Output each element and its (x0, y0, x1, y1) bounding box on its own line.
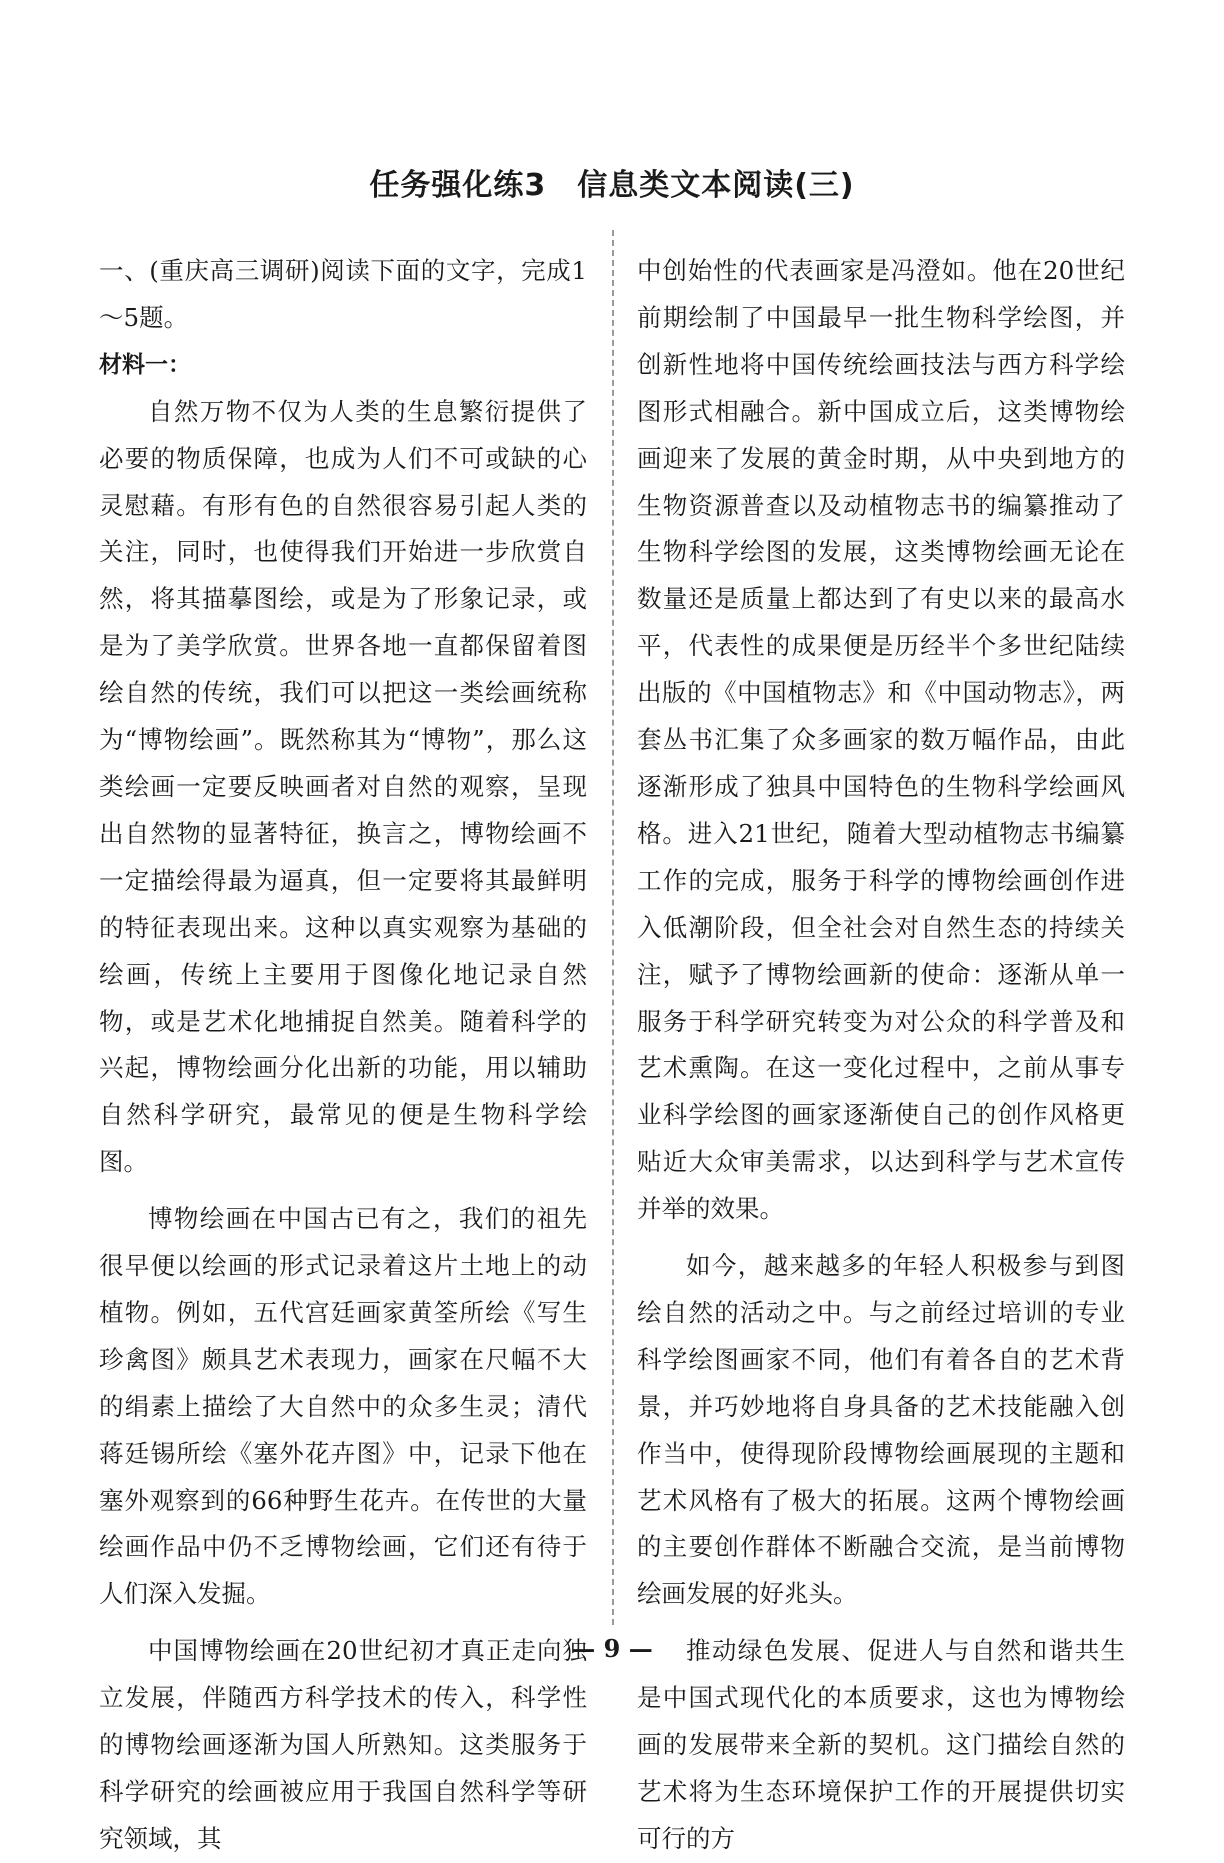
paragraph: 中国博物绘画在20世纪初才真正走向独立发展，伴随西方科学技术的传入，科学性的博物绘画逐渐为国人所熟知。这类服务于科学研究的绘画被应用于我国自然科学等研究领域，其 (99, 1636, 587, 1853)
paragraph: 如今，越来越多的年轻人积极参与到图绘自然的活动之中。与之前经过培训的专业科学绘图画家不同，他们有着各自的艺术背景，并巧妙地将自身具备的艺术技能融入创作当中，使得现阶段博物绘画展现的主题和艺术风格有了极大的拓展。这两个博物绘画的主要创作群体不断融合交流，是当前博物绘画发展的好兆头。 (637, 1251, 1125, 1609)
paragraph: 博物绘画在中国古已有之，我们的祖先很早便以绘画的形式记录着这片土地上的动植物。例如，五代宫廷画家黄筌所绘《写生珍禽图》颇具艺术表现力，画家在尺幅不大的绢素上描绘了大自然中的众多生灵；清代蒋廷锡所绘《塞外花卉图》中，记录下他在塞外观察到的66种野生花卉。在传世的大量绘画作品中仍不乏博物绘画，它们还有待于人们深入发掘。 (99, 1204, 587, 1609)
paragraph: 中创始性的代表画家是冯澄如。他在20世纪前期绘制了中国最早一批生物科学绘图，并创新性地将中国传统绘画技法与西方科学绘图形式相融合。新中国成立后，这类博物绘画迎来了发展的黄金时期，从中央到地方的生物资源普查以及动植物志书的编纂推动了生物科学绘图的发展，这类博物绘画无论在数量还是质量上都达到了有史以来的最高水平，代表性的成果便是历经半个多世纪陆续出版的《中国植物志》和《中国动物志》，两套丛书汇集了众多画家的数万幅作品，由此逐渐形成了独具中国特色的生物科学绘画风格。进入21世纪，随着大型动植物志书编纂工作的完成，服务于科学的博物绘画创作进入低潮阶段，但全社会对自然生态的持续关注，赋予了博物绘画新的使命：逐渐从单一服务于科学研究转变为对公众的科学普及和艺术熏陶。在这一变化过程中，之前从事专业科学绘图的画家逐渐使自己的创作风格更贴近大众审美需求，以达到科学与艺术宣传并举的效果。 (637, 256, 1125, 1224)
paragraph: 推动绿色发展、促进人与自然和谐共生是中国式现代化的本质要求，这也为博物绘画的发展带来全新的契机。这门描绘自然的艺术将为生态环境保护工作的开展提供切实可行的方 (637, 1636, 1125, 1853)
paragraph: 自然万物不仅为人类的生息繁衍提供了必要的物质保障，也成为人们不可或缺的心灵慰藉。有形有色的自然很容易引起人类的关注，同时，也使得我们开始进一步欣赏自然，将其描摹图绘，或是为了形象记录，或是为了美学欣赏。世界各地一直都保留着图绘自然的传统，我们可以把这一类绘画统称为“博物绘画”。既然称其为“博物”，那么这类绘画一定要反映画者对自然的观察，呈现出自然物的显著特征，换言之，博物绘画不一定描绘得最为逼真，但一定要将其最鲜明的特征表现出来。这种以真实观察为基础的绘画，传统上主要用于图像化地记录自然物，或是艺术化地捕捉自然美。随着科学的兴起，博物绘画分化出新的功能，用以辅助自然科学研究，最常见的便是生物科学绘图。 (99, 396, 587, 1177)
material-label: 材料一： (99, 351, 191, 378)
column-divider (612, 230, 614, 1625)
left-column (99, 248, 587, 1863)
page-title: 任务强化练3 信息类文本阅读(三) (369, 168, 855, 203)
page-number: — 9 — (571, 1634, 653, 1663)
question-intro: 一、(重庆高三调研)阅读下面的文字，完成1～5题。 (99, 256, 587, 332)
right-column (637, 248, 1125, 1863)
